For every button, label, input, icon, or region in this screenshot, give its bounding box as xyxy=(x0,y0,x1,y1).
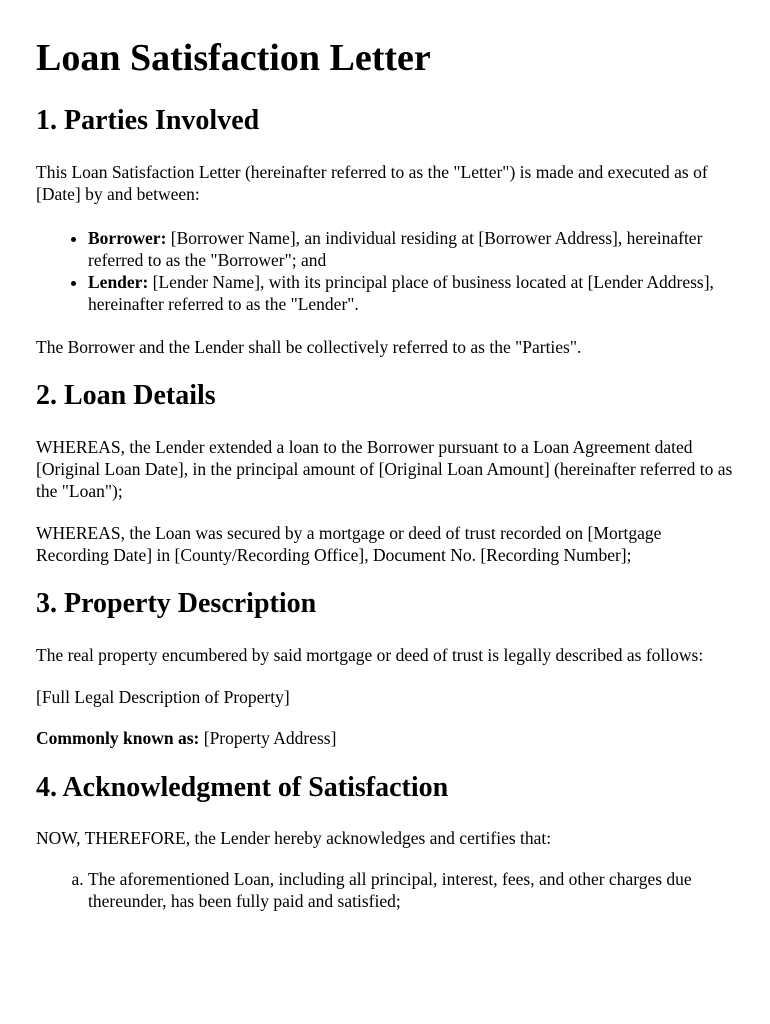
loan-details-paragraph-2: WHEREAS, the Loan was secured by a mortgage or deed of trust recorded on [Mortgage Recording Date] in [County/Recording Office], Document No. [Recording Number]; xyxy=(36,523,662,565)
parties-list xyxy=(36,227,736,315)
section-heading-parties: 1. Parties Involved xyxy=(36,105,260,136)
list-item-borrower xyxy=(88,227,736,271)
list-item-lender xyxy=(88,271,736,315)
section-heading-property-description: 3. Property Description xyxy=(36,588,317,619)
acknowledgment-list xyxy=(36,868,736,912)
borrower-text: [Borrower Name], an individual residing at [Borrower Address], hereinafter referred to as the "Borrower"; and xyxy=(88,228,703,270)
borrower-label: Borrower: xyxy=(88,228,167,248)
parties-closing-paragraph: The Borrower and the Lender shall be collectively referred to as the "Parties". xyxy=(36,337,582,357)
list-item-acknowledgment-a: a. The aforementioned Loan, including all principal, interest, fees, and other charges due thereunder, has been fully paid and satisfied; xyxy=(88,868,736,912)
document-title: Loan Satisfaction Letter xyxy=(36,37,431,79)
lender-label: Lender: xyxy=(88,272,149,292)
parties-intro-paragraph: This Loan Satisfaction Letter (hereinafter referred to as the "Letter") is made and executed as of [Date] by and between: xyxy=(36,162,708,204)
section-heading-loan-details: 2. Loan Details xyxy=(36,380,216,411)
section-heading-acknowledgment: 4. Acknowledgment of Satisfaction xyxy=(36,772,449,803)
lender-text: [Lender Name], with its principal place of business located at [Lender Address], hereinafter referred to as the "Lender". xyxy=(88,272,714,314)
property-known-as xyxy=(36,727,736,749)
known-as-value: [Property Address] xyxy=(199,728,337,748)
known-as-label: Commonly known as: xyxy=(36,728,200,748)
document-page xyxy=(36,0,736,912)
property-legal-description: [Full Legal Description of Property] xyxy=(36,687,290,707)
loan-details-paragraph-1: WHEREAS, the Lender extended a loan to the Borrower pursuant to a Loan Agreement dated [Original Loan Date], in the principal amount of [Original Loan Amount] (hereinafter referred to as the "Loan"); xyxy=(36,437,733,501)
property-description-paragraph: The real property encumbered by said mortgage or deed of trust is legally described as follows: xyxy=(36,645,704,665)
acknowledgment-intro-paragraph: NOW, THEREFORE, the Lender hereby acknowledges and certifies that: xyxy=(36,828,552,848)
